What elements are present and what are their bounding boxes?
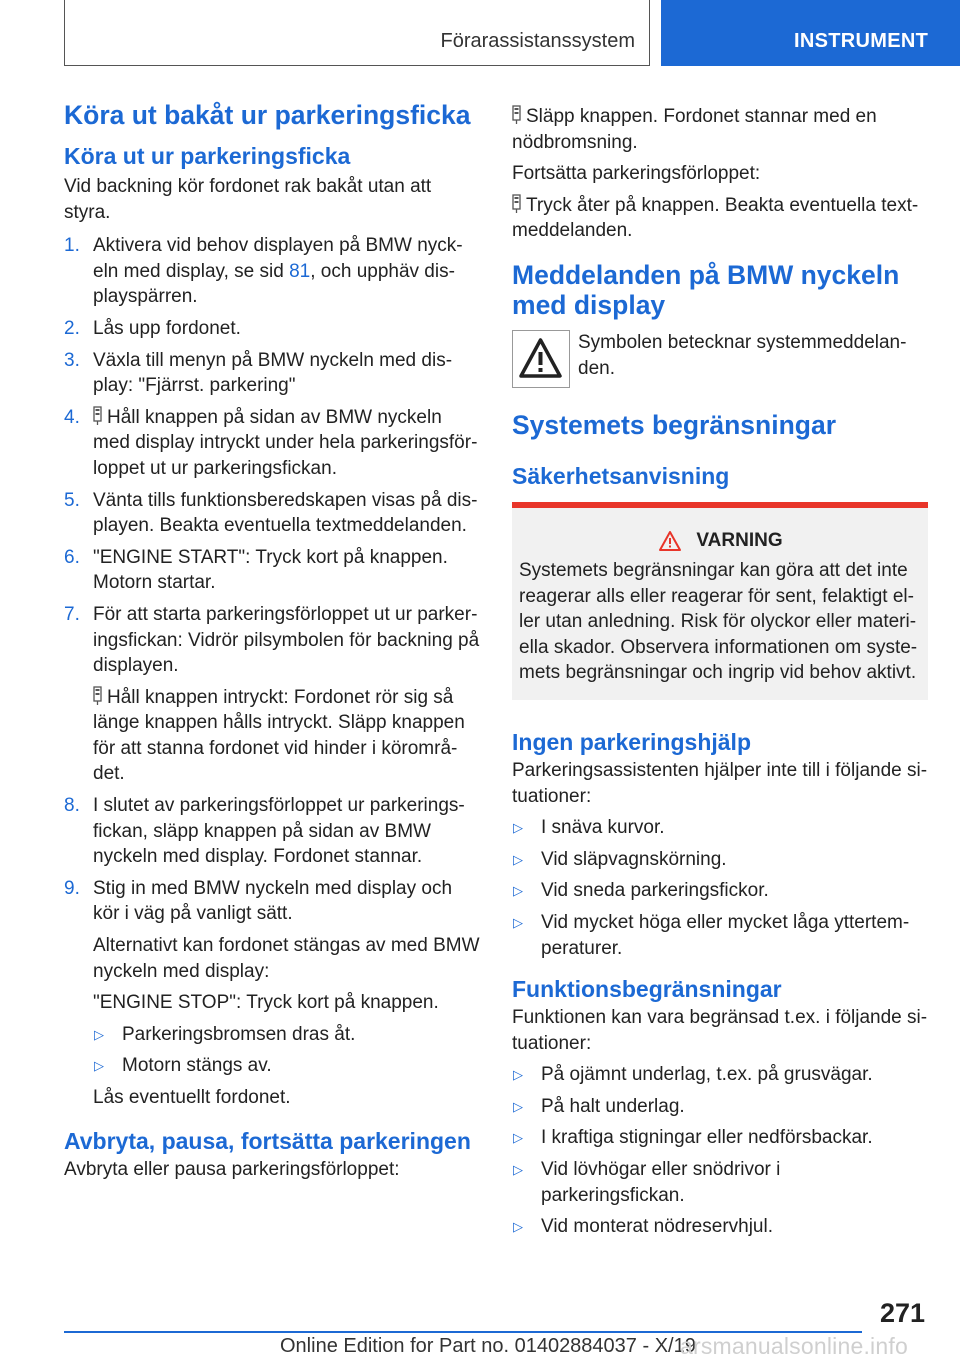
key-fob-icon: [512, 105, 522, 125]
key-fob-icon: [512, 194, 522, 214]
limits-list: [512, 1062, 928, 1240]
list-item: ▷ Vid mycket höga eller mycket låga yttertemperaturer.: [513, 911, 910, 959]
triangle-bullet-icon: ▷: [513, 851, 523, 867]
warning-triangle-icon: [513, 331, 568, 386]
list-item: 1. Aktivera vid behov displayen på BMW nyckeln med display, se sid 81, och upphäv displayspärren.: [64, 235, 463, 308]
list-item: 7. För att starta parkeringsförloppet ut ur parkeringsfickan: Vidrör pilsymbolen för backning på displayen. Håll knappen intryckt: Fordonet rör sig så länge knappen hålls intryckt. Släpp knappen för att stanna fordonet vid hinder i körområdet.: [64, 602, 480, 787]
sub-paragraph: "ENGINE STOP": Tryck kort på knappen.: [93, 992, 439, 1014]
list-item: 9. Stig in med BMW nyckeln med display och kör i väg på vanligt sätt. Alternativt kan fordonet stängas av med BMW nyckeln med display: "ENGINE STOP": Tryck kort på knappen. ▷ Parkeringsbromsen dras åt. ▷ Motorn stängs av. Lås eventuellt fordonet.: [64, 876, 480, 1111]
list-item: ▷ Parkeringsbromsen dras åt.: [93, 1022, 480, 1048]
sub-bullet-list: [93, 1022, 480, 1079]
heading-drive-out: Köra ut ur parkeringsficka: [64, 143, 351, 169]
list-item: ▷ På ojämnt underlag, t.ex. på grusvägar.: [512, 1062, 928, 1088]
left-column: [64, 100, 480, 1182]
page-number: 271: [879, 1298, 925, 1328]
header-section-title: Förarassistanssystem: [440, 30, 635, 52]
warning-box: [512, 502, 928, 700]
warning-title: VARNING: [519, 530, 922, 552]
no-assist-intro: Parkeringsassistenten hjälper inte till i följande situationer:: [512, 759, 928, 807]
triangle-bullet-icon: ▷: [513, 883, 523, 899]
header-chapter-tab[interactable]: INSTRUMENT: [661, 0, 960, 66]
right-column: [512, 104, 928, 1246]
triangle-bullet-icon: ▷: [513, 1067, 523, 1083]
heading-drive-out-backwards: Köra ut bakåt ur parkeringsficka: [64, 100, 471, 130]
triangle-bullet-icon: ▷: [513, 1162, 523, 1178]
list-item: ▷ I kraftiga stigningar eller nedförsbackar.: [512, 1125, 928, 1151]
heading-system-limits: Systemets begränsningar: [512, 409, 837, 440]
limit-intro: Funktionen kan vara begränsad t.ex. i följande situationer:: [512, 1007, 928, 1054]
warning-text: Systemets begränsningar kan göra att det inte reagerar alls eller reagerar för sent, felaktigt eller utan anledning. Risk för olyckor eller materiella skador. Observera informationen om systemets begränsningar och ingrip vid behov aktivt.: [519, 559, 918, 684]
list-item: 2. Lås upp fordonet.: [64, 317, 241, 339]
list-item: 4. Håll knappen på sidan av BMW nyckeln med display intryckt under hela parkeringsförloppet ut ur parkeringsfickan.: [64, 406, 478, 479]
symbol-row: [512, 330, 928, 394]
list-item: 3. Växla till menyn på BMW nyckeln med display: "Fjärrst. parkering": [64, 349, 453, 397]
watermark: arsmanualsonline.info: [680, 1333, 908, 1359]
list-item: ▷ Motorn stängs av.: [93, 1053, 480, 1079]
footer-edition: Online Edition for Part no. 01402884037 - X/19: [280, 1335, 696, 1357]
list-item: ▷ I snäva kurvor.: [512, 815, 928, 841]
triangle-bullet-icon: ▷: [513, 1098, 523, 1114]
triangle-bullet-icon: ▷: [513, 1130, 523, 1146]
release-text: Släpp knappen. Fordonet stannar med en nödbromsning.: [512, 106, 877, 153]
triangle-bullet-icon: ▷: [94, 1058, 104, 1074]
list-item: ▷ På halt underlag.: [512, 1094, 928, 1120]
warning-symbol-box: [512, 330, 570, 388]
triangle-bullet-icon: ▷: [513, 820, 523, 836]
list-item: ▷ Vid släpvagnskörning.: [512, 847, 928, 873]
list-item: 5. Vänta tills funktionsberedskapen visas på displayen. Beakta eventuella textmeddelanden.: [64, 489, 478, 537]
heading-function-limits: Funktionsbegränsningar: [512, 976, 782, 1003]
header-section-box: [64, 0, 650, 66]
abort-intro: Avbryta eller pausa parkeringsförloppet:: [64, 1158, 400, 1180]
heading-key-messages: Meddelanden på BMW nyckeln med display: [512, 259, 900, 320]
triangle-bullet-icon: ▷: [513, 914, 523, 930]
triangle-bullet-icon: ▷: [94, 1026, 104, 1042]
list-item: ▷ Vid sneda parkeringsfickor.: [512, 878, 928, 904]
list-item: 8. I slutet av parkeringsförloppet ur parkeringsfickan, släpp knappen på sidan av BMW nyckeln med display. Fordonet stannar.: [64, 795, 465, 868]
list-item: ▷ Vid monterat nödreservhjul.: [512, 1214, 928, 1240]
sub-paragraph: Lås eventuellt fordonet.: [93, 1087, 291, 1108]
warning-icon: [658, 530, 682, 552]
key-fob-icon: [93, 686, 103, 706]
sub-paragraph: Håll knappen intryckt: Fordonet rör sig så länge knappen hålls intryckt. Släpp knappen för att stanna fordonet vid hinder i körområdet.: [93, 686, 465, 785]
sub-paragraph: Alternativt kan fordonet stängas av med BMW nyckeln med display:: [93, 935, 480, 982]
symbol-description: Symbolen betecknar systemmeddelanden.: [578, 331, 907, 379]
steps-list: [64, 233, 480, 1110]
key-fob-icon: [93, 406, 103, 426]
triangle-bullet-icon: ▷: [513, 1219, 523, 1235]
no-assist-list: [512, 815, 928, 961]
heading-no-parking-assist: Ingen parkeringshjälp: [512, 728, 751, 755]
heading-safety-notice: Säkerhetsanvisning: [512, 462, 730, 489]
press-again-text: Tryck åter på knappen. Beakta eventuella textmeddelanden.: [512, 194, 919, 242]
continue-label: Fortsätta parkeringsförloppet:: [512, 163, 761, 185]
intro-text: Vid backning kör fordonet rak bakåt utan att styra.: [64, 176, 432, 223]
heading-abort-pause: Avbryta, pausa, fortsätta parkeringen: [64, 1127, 471, 1154]
page-link[interactable]: 81: [289, 260, 311, 282]
list-item: ▷ Vid lövhögar eller snödrivor i parkeringsfickan.: [513, 1159, 781, 1206]
list-item: 6. "ENGINE START": Tryck kort på knappen. Motorn startar.: [64, 546, 448, 594]
